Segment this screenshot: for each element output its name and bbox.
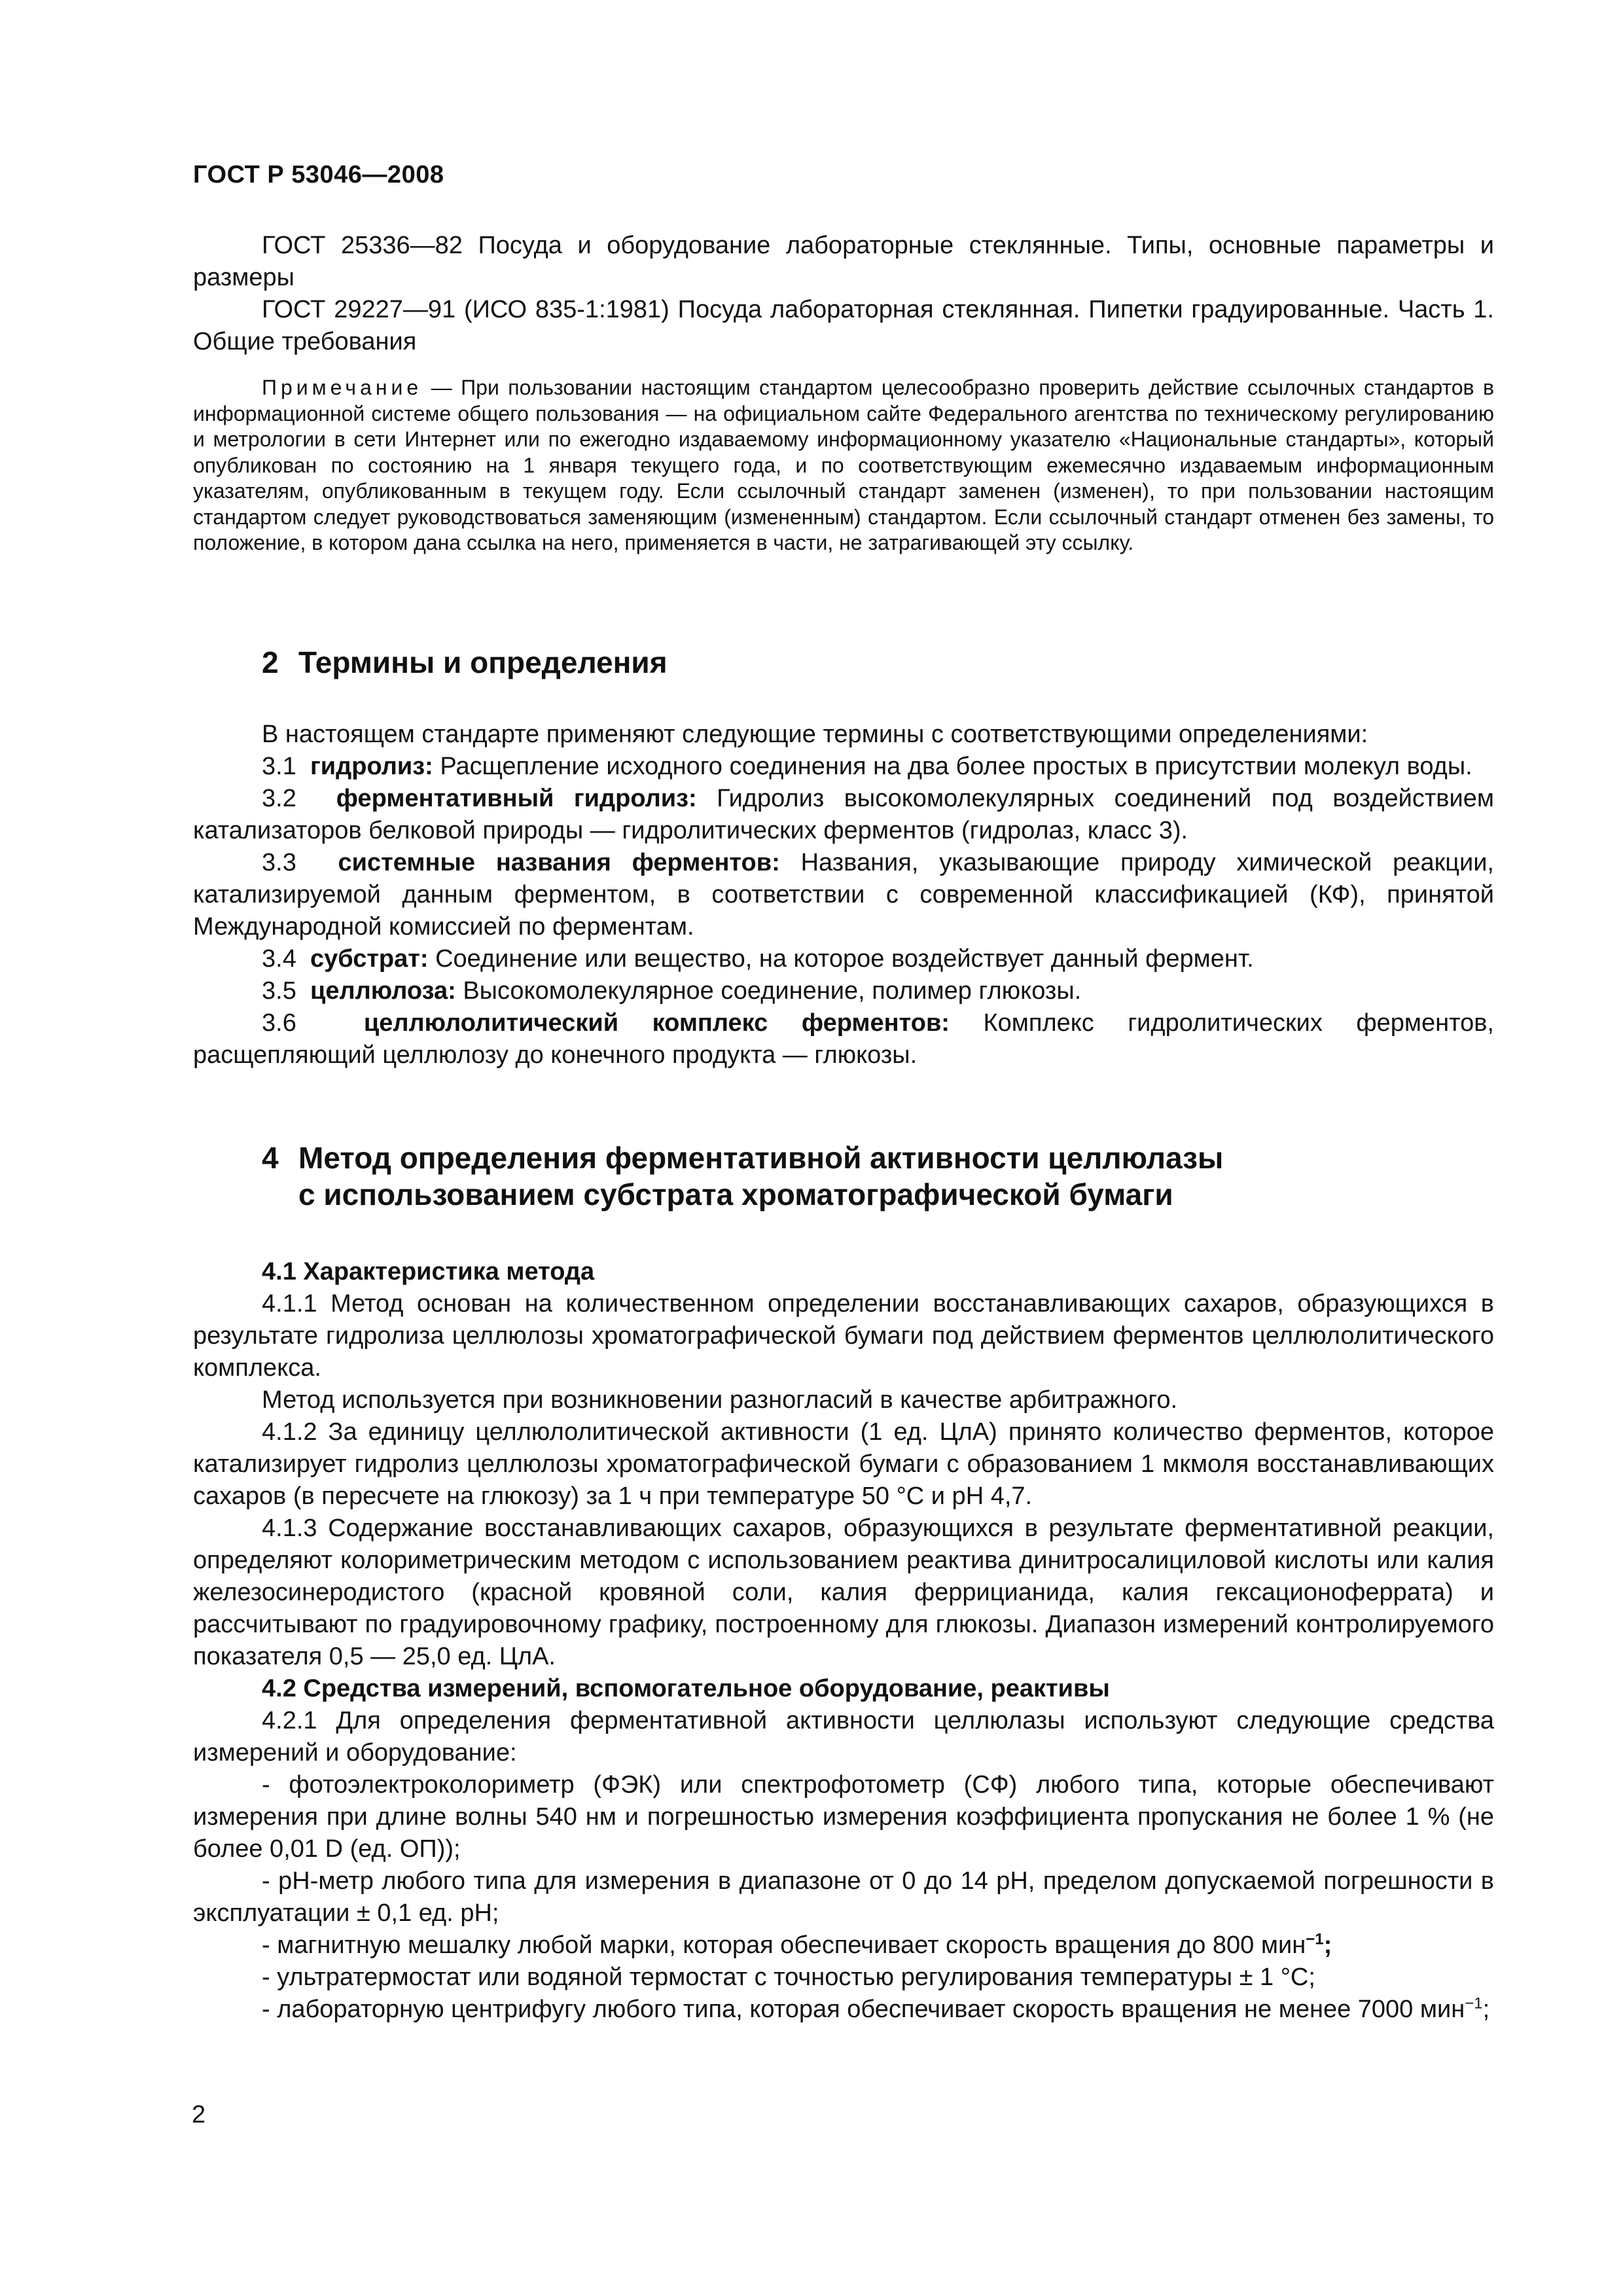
section-title-line-2: с использованием субстрата хроматографической бумаги bbox=[298, 1177, 1173, 1211]
section-number: 2 bbox=[262, 645, 279, 679]
section-2 bbox=[193, 644, 1494, 1071]
paragraph-4-1-2: 4.1.2 За единицу целлюлолитической активности (1 ед. ЦлА) принято количество ферментов, которое катализирует гидролиз целлюлозы хроматографической бумаги с образованием 1 мкмоля восстанавливающих сахаров (в пересчете на глюкозу) за 1 ч при температуре 50 °С и рН 4,7. bbox=[193, 1418, 1494, 1510]
note-block bbox=[193, 375, 1494, 556]
section-4 bbox=[193, 1139, 1494, 2026]
page-number: 2 bbox=[192, 2101, 206, 2128]
reference-item: ГОСТ 29227—91 (ИСО 835-1:1981) Посуда лабораторная стеклянная. Пипетки градуированные. Часть 1. Общие требования bbox=[193, 296, 1494, 355]
section-4-heading bbox=[193, 1139, 1494, 1213]
equipment-item: - рН-метр любого типа для измерения в диапазоне от 0 до 14 рН, пределом допускаемой погрешности в эксплуатации ± 0,1 ед. рН; bbox=[193, 1867, 1494, 1927]
term-definition: 3.4 субстрат: Соединение или вещество, на которое воздействует данный фермент. bbox=[262, 945, 1254, 973]
section-title-line-1: Метод определения ферментативной активности целлюлазы bbox=[298, 1141, 1224, 1175]
subsection-4-1-heading: 4.1 Характеристика метода bbox=[262, 1258, 595, 1285]
paragraph-4-1-3: 4.1.3 Содержание восстанавливающих сахаров, образующихся в результате ферментативной реакции, определяют колориметрическим методом с использованием реактива динитросалициловой кислоты или калия железосинеродистого (красной кровяной соли, калия феррицианида, калия гексационоферрата) и рассчитывают по градуировочному графику, построенному для глюкозы. Диапазон измерений контролируемого показателя 0,5 — 25,0 ед. ЦлА. bbox=[193, 1515, 1494, 1670]
term-definition: 3.5 целлюлоза: Высокомолекулярное соединение, полимер глюкозы. bbox=[262, 977, 1082, 1005]
subsection-4-2-heading: 4.2 Средства измерений, вспомогательное оборудование, реактивы bbox=[262, 1675, 1110, 1702]
paragraph-4-2-1: 4.2.1 Для определения ферментативной активности целлюлазы используют следующие средства измерений и оборудование: bbox=[193, 1707, 1494, 1767]
equipment-item: - лабораторную центрифугу любого типа, которая обеспечивает скорость вращения не менее 7000 мин$^{-1}$; bbox=[262, 1994, 1490, 2023]
term-definition: 3.2 ферментативный гидролиз: Гидролиз высокомолекулярных соединений под воздействием катализаторов белковой природы — гидролитических ферментов (гидролаз, класс 3). bbox=[193, 785, 1494, 844]
paragraph-4-1-1: 4.1.1 Метод основан на количественном определении восстанавливающих сахаров, образующихся в результате гидролиза целлюлозы хроматографической бумаги под действием ферментов целлюлолитического комплекса. bbox=[193, 1290, 1494, 1382]
section-title: Термины и определения bbox=[298, 645, 668, 679]
equipment-item: - магнитную мешалку любой марки, которая обеспечивает скорость вращения до 800 мин$^{-1}$; bbox=[262, 1930, 1332, 1959]
term-definition: 3.3 системные названия ферментов: Названия, указывающие природу химической реакции, катализируемой данным ферментом, в соответствии с современной классификацией (КФ), принятой Международной комиссией по ферментам. bbox=[193, 849, 1494, 941]
references-block bbox=[193, 230, 1494, 358]
section-number: 4 bbox=[262, 1141, 279, 1175]
reference-item: ГОСТ 25336—82 Посуда и оборудование лабораторные стеклянные. Типы, основные параметры и размеры bbox=[193, 232, 1494, 291]
term-definition: 3.6 целлюлолитический комплекс ферментов: Комплекс гидролитических ферментов, расщепляющий целлюлозу до конечного продукта — глюкозы. bbox=[193, 1009, 1494, 1069]
section-intro: В настоящем стандарте применяют следующие термины с соответствующими определениями: bbox=[262, 721, 1368, 748]
note-text: — При пользовании настоящим стандартом целесообразно проверить действие ссылочных стандартов в информационной системе общего пользования — на официальном сайте Федерального агентства по техническому регулированию и метрологии в сети Интернет или по ежегодно издаваемому информационному указателю «Национальные стандарты», который опубликован по состоянию на 1 января текущего года, и по соответствующим ежемесячно издаваемым информационным указателям, опубликованным в текущем году. Если ссылочный стандарт заменен (изменен), то при пользовании настоящим стандартом следует руководствоваться заменяющим (измененным) стандартом. Если ссылочный стандарт отменен без замены, то положение, в котором дана ссылка на него, применяется в части, не затрагивающей эту ссылку. bbox=[193, 376, 1495, 554]
term-definition: 3.1 гидролиз: Расщепление исходного соединения на два более простых в присутствии молекул воды. bbox=[262, 753, 1472, 780]
note-label: Примечание bbox=[262, 376, 423, 399]
equipment-item: - фотоэлектроколориметр (ФЭК) или спектрофотометр (СФ) любого типа, которые обеспечивают измерения при длине волны 540 нм и погрешностью измерения коэффициента пропускания не более 1 % (не более 0,01 D (ед. ОП)); bbox=[193, 1771, 1494, 1863]
standard-id: ГОСТ Р 53046—2008 bbox=[193, 161, 444, 188]
section-2-heading bbox=[193, 644, 1494, 681]
equipment-item: - ультратермостат или водяной термостат с точностью регулирования температуры ± 1 °С; bbox=[262, 1964, 1315, 1991]
paragraph-4-1-1b: Метод используется при возникновении разногласий в качестве арбитражного. bbox=[262, 1386, 1178, 1414]
